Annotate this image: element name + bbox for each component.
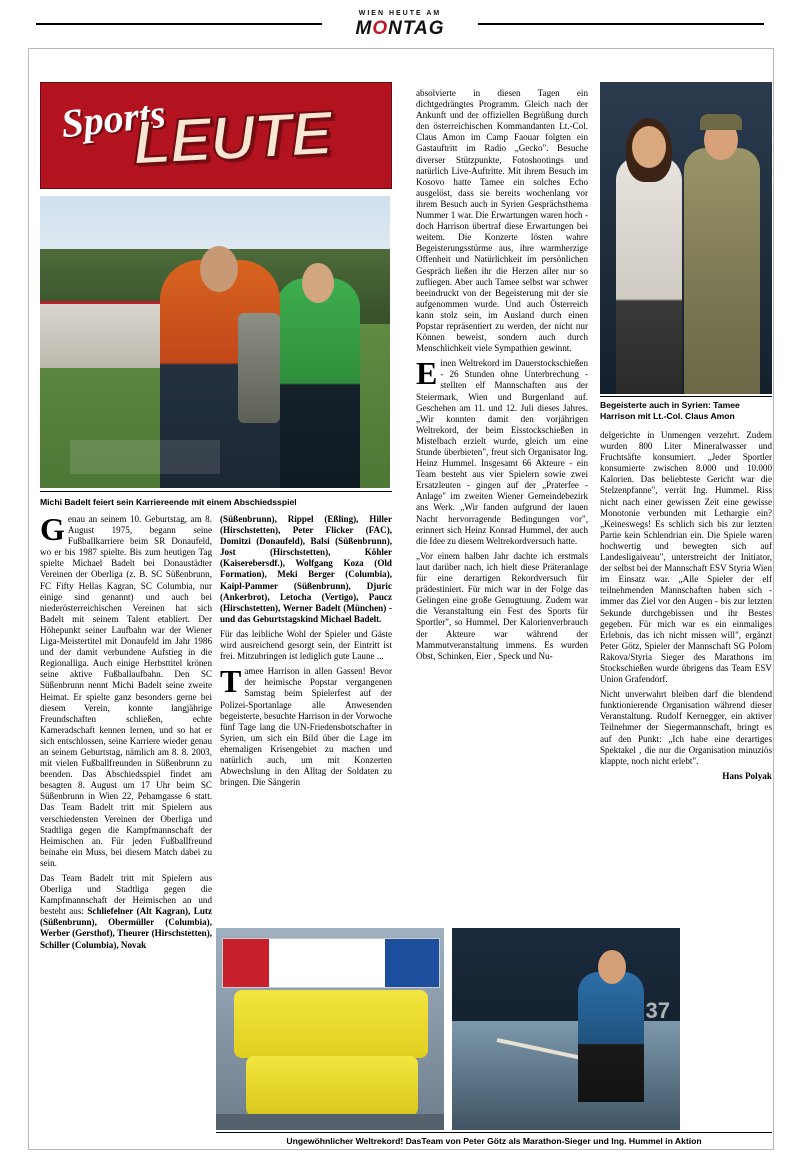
paragraph <box>40 511 212 869</box>
paragraph-text: inen Weltrekord im Dauerstockschießen - 26 Stunden ohne Unterbrechung - stellten elf Mannschaften aus der Steiermark, Wien und Burgenland auf. Geschehen am 11. und 12. Juli dieses Jahres. „Wir konnten damit den vorjährigen Weltrekord, der beim Eisstockschießen in Mistelbach erzielt wurde, gleich um eine Stunde überbieten", freut sich Organisator Ing. Heinz Hummel. Insgesamt 66 Akteure - ein Team besteht aus vier Spielern sowie zwei Ersatzleuten - gingen auf der „Praterfee - Anlage" im zweiten Wiener Gemeindebezirk ans Werk. „Wir fanden aufgrund der lauen Nacht hervorragende Bedingungen vor", erinnert sich Heinz Konrad Hummel, der auch die Idee zu diesem Weltrekordversuch hatte. <box>416 358 588 546</box>
stocksport-hall-action-photo <box>452 928 680 1130</box>
paragraph <box>220 514 392 625</box>
article-column-2 <box>220 514 392 1114</box>
section-logo-sports: Sports <box>58 90 168 147</box>
masthead <box>0 0 800 48</box>
article-column-3 <box>416 88 588 916</box>
caption-bottom: Ungewöhnlicher Weltrekord! DasTeam von Peter Götz als Marathon-Sieger und Ing. Hummel in Aktion <box>286 1136 702 1146</box>
player-names-continued: (Süßenbrunn), Rippel (Eßling), Hiller (Hirschstetten), Peter Flicker (FAC), Domitzi (Donaufeld), Balsi (Süßenbrunn), Jost (Hirschstetten), Köhler (Kaiserebersdf.), Wolfgang Koza (Old Formation), Meki Berger (Columbia), Kaipl-Pammer (Süßenbrunn), Djuric (Ankerbrot), Letocha (Vertigo), Paucz (Hirschstetten), Werner Badelt (München) - und das Geburtstagskind Michael Badelt. <box>220 514 392 624</box>
dropcap: E <box>416 355 438 392</box>
dropcap: T <box>220 663 242 700</box>
photo-officer-body <box>684 148 760 394</box>
photo-banner-blue-block <box>385 939 439 987</box>
masthead-title-part2: O <box>372 18 389 39</box>
paragraph-text: „Vor einem halben Jahr dachte ich erstmals laut darüber nach, ich hielt diese Präteranlage für eine derartigen Rekordversuch für prädestiniert. Für mich war in der Folge das Gelingen eine große Genugtuung. Zudem war die Veranstaltung ein Fest des Sports für Sportler", so Hummel. Der Kalorienverbrauch der Akteure war während der Mammutveranstaltung immens. Es wurden Obst, Schinken, Eier , Speck und Nu- <box>416 550 588 661</box>
photo-player-head <box>598 950 626 984</box>
footballer-with-trophy-photo <box>40 196 390 488</box>
caption-rule-main <box>40 491 392 492</box>
paragraph <box>416 88 588 354</box>
photo-floor <box>216 1114 444 1130</box>
paragraph <box>40 873 212 951</box>
caption-rule-bottom <box>216 1132 772 1133</box>
caption-rule-syria <box>600 396 772 397</box>
paragraph <box>220 663 392 788</box>
photo-player-green <box>276 278 360 488</box>
paragraph-text: Nicht unverwahrt bleiben darf die blendend funktionierende Organisation während dieser Veranstaltung. Rudolf Kernegger, ein aktiver Teilnehmer der Siegermannschaft, bringt es auf den Punkt: „Ich habe eine derartiges Spektakel , die nur die Organisation minuziös klappte, noch nicht erlebt". <box>600 689 772 766</box>
paragraph <box>416 355 588 547</box>
paragraph <box>220 629 392 662</box>
paragraph-text: Das Team Badelt tritt mit Spielern aus Oberliga und Stadtliga gegen die Kampfmannschaft der Heimischen an und besteht aus: <box>40 873 212 917</box>
paragraph <box>600 689 772 767</box>
photo-player-body <box>578 972 644 1102</box>
photo-singer-body <box>616 156 682 394</box>
section-logo-leute: LEUTE <box>131 98 333 179</box>
paragraph-text: enau an seinem 10. Geburtstag, am 8. August 1975, begann seine Fußballkarriere beim SR Donaufeld, wo er bis 1987 spielte. Bis zum heutigen Tag spielte Michael Badelt bei Donaustädter Vereinen der Oberliga (z. B. SC Süßenbrunn, FC Fifty Hellas Kagran, SC Columbia, nur einige sind genannt) und auch bei niederösterreichischen Vereinen hat sich Badelt mit seinem Talent etabliert. Der Höhepunkt seiner Laufbahn war der Wiener Liga-Meistertitel mit Donaufeld im Jahr 1986 und der damit verbundene Aufstieg in die Regionalliga. Auch einige Herbsttitel krönen seine aktive Fußballaufbahn. Den SC Süßenbrunn nennt Michi Badelt seine zweite Heimat. Er spielte ganz besonders gerne bei diesem Verein, konnte langjährige Freundschaften schließen, echte Kameradschaft kennen lernen, und so hat er sich entschlossen, seine Karriere wieder genau an seinem Geburtstag, nämlich am 8. 8. 2003, mit vielen Fußballfreunden in Süßenbrunn zu beenden. Das Abschiedsspiel findet am besagten 8. August um 17 Uhr beim SC Süßenbrunn in Wien 22, Pehamgasse 6 statt. Das Team Badelt tritt mit Spielern aus verschiedensten Vereinen der Oberliga und Stadtliga gegen die Kampfmannschaft der Heimischen an. Für jeden Fußballfreund beinahe ein Muss, bei diesem Match dabei zu sein. <box>40 514 212 868</box>
tamee-harrison-with-officer-photo <box>600 82 772 394</box>
paragraph <box>416 551 588 662</box>
masthead-title <box>322 19 478 38</box>
caption-main: Michi Badelt feiert sein Karriereende mit einem Abschiedsspiel <box>40 497 297 507</box>
article-column-1 <box>40 511 212 1114</box>
article-byline: Hans Polyak <box>722 770 772 781</box>
photo-player-green-head <box>302 263 334 303</box>
masthead-kicker: WIEN HEUTE AM <box>358 10 442 17</box>
paragraph-text: delgerichte in Unmengen verzehrt. Zudem wurden 800 Liter Mineralwasser und Fruchtsäfte konsumiert. „Jeder Sportler konsumierte zwischen 8.000 und 10.000 Kalorien. Das beliebteste Gericht war die Stelzenpfanne", verrät Ing. Hummel. Riss nicht nach einer gewissen Zeit eine gewisse Monotonie verbunden mit Lethargie ein? „Keineswegs! Es schlich sich bis zur letzten Partie kein Schlendrian ein. Die Spiele waren hochwertig und bewegten sich auf Landesligaiveau", unterstreicht der Initiator, der selbst bei der Mannschaft ESV Styria Wien im Einsatz war. „Alle Spieler der elf teilnehmenden Mannschaften haben sich - immer das Ziel vor den Augen - bis zur letzten Sekunde durchgebissen und ihr Bestes gegeben. Für mich war es ein einmaliges Erlebnis, das ich nicht missen will", ergänzt Peter Götz, Spieler der Mannschaft SG Polom Rakova/Styria Sieger des Marathons im Stockschießen wurde übrigens das Team ESV Union Grafendorf. <box>600 430 772 685</box>
photo-trophy <box>238 313 280 423</box>
photo-signature-overlay <box>70 440 220 474</box>
masthead-logo <box>322 9 478 39</box>
dropcap: G <box>40 511 65 547</box>
paragraph-text: amee Harrison in allen Gassen! Bevor der heimische Popstar vergangenen Samstag beim Spielerfest auf der Polizei-Sportanlage alle Anwesenden begeisterte, besuchte Harrison in der Vorwoche fünf Tage lang die UN-Friedensbotschafter in Syrien, um sich ein Bild über die Lage im ehemaligen Krisengebiet zu machen und natürlich auch, um mit Konzerten Abwechslung in den Alltag der Soldaten zu bringen. Die Sängerin <box>220 666 392 788</box>
paragraph-text: absolvierte in diesen Tagen ein dichtgedrängtes Programm. Gleich nach der Ankunft und der offiziellen Begrüßung durch den österreichischen Kommandanten Lt.-Col. Claus Amon im Camp Faouar folgten ein Gastauftritt im Radio „Gecko". Besuche diverser Stützpunkte, Fotoshootings und natürlich Live-Auftritte. Mit ihrem Besuch im Kosovo hatte Tamee ein solches Echo ausgelöst, dass sie bereits wochenlang vor ihrem Besuch auch in Syrien Gesprächsthema Nummer 1 war. Die Erwartungen waren hoch - doch Harrison übertraf diese Erwartungen bei weitem. Die Konzerte lösten wahre Begeisterungsstürme aus, ihre warmherzige Offenheit und Natürlichkeit im persönlichen Gespräch ließen ihr die Herzen aller nur so zufliegen. Aber auch Tamee selbst war schwer beeindruckt von der Begeisterung mit der sie aufgenommen wurde. Und auch Österreich kann stolz sein, im Ausland durch einen Popstar repräsentiert zu werden, der nicht nur Können beweist, sondern auch durch Menschlichkeit viele Sympathien gewinnt. <box>416 88 588 354</box>
masthead-title-part1: M <box>355 18 373 39</box>
photo-advertising-board <box>40 301 168 368</box>
article-column-4 <box>600 430 772 918</box>
player-names: Schliefelner (Alt Kagran), Lutz (Süßenbrunn), Obermüller (Columbia), Werber (Gersthof), Theurer (Hirschstetten), Schiller (Columbia), Novak <box>40 906 212 950</box>
photo-singer-head <box>632 126 666 168</box>
photo-player-orange-head <box>200 246 238 292</box>
photo-playing-lane <box>452 1021 680 1130</box>
paragraph <box>600 430 772 685</box>
photo-officer-cap <box>700 114 742 130</box>
photo-lane-number: 37 <box>645 998 670 1023</box>
paragraph-text: Für das leibliche Wohl der Spieler und Gäste wird ausreichend gesorgt sein, der Eintritt ist frei. Mitzubringen ist lediglich gute Laune ... <box>220 628 392 662</box>
section-logo <box>40 82 392 189</box>
caption-syria: Begeisterte auch in Syrien: Tamee Harrison mit Lt.-Col. Claus Amon <box>600 400 740 421</box>
masthead-title-part3: NTAG <box>388 18 445 39</box>
